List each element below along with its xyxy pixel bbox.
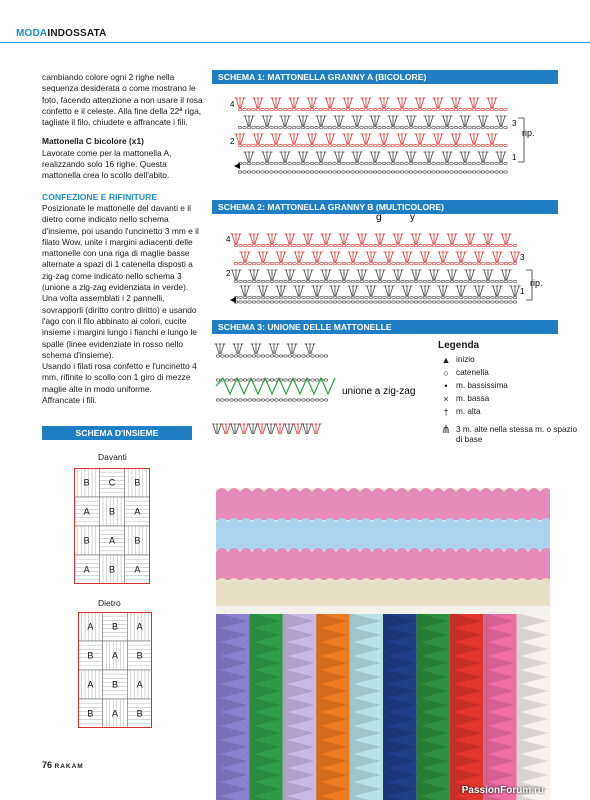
dc-cluster-symbol [235, 98, 246, 108]
dc-cluster-symbol [447, 234, 458, 244]
dc-cluster-symbol [451, 98, 462, 108]
dc-cluster-symbol [248, 424, 259, 434]
schema2-repeat-label: rip. [530, 278, 543, 288]
chain-row [234, 262, 517, 264]
tile-letter: C [108, 477, 116, 488]
chain-stitch-icon: ○ [443, 368, 449, 378]
tile [125, 497, 150, 526]
dc-cluster-symbol [285, 270, 296, 280]
dc-cluster-symbol [487, 98, 498, 108]
schema2-mark: g [376, 214, 382, 223]
dc-cluster-symbol [348, 252, 359, 262]
dc-cluster-symbol [312, 286, 323, 296]
schema2-diagram [224, 214, 554, 306]
start-triangle-icon [230, 297, 236, 303]
dc-cluster-symbol [339, 270, 350, 280]
dc-cluster-symbol [393, 234, 404, 244]
dc-cluster-symbol [305, 344, 316, 354]
dc-cluster-symbol [478, 116, 489, 126]
tile-letter: B [136, 650, 143, 661]
dc-cluster-symbol [235, 134, 246, 144]
dc-cluster-symbol [415, 134, 426, 144]
intro-paragraph: cambiando colore ogni 2 righe nella sequenza desiderata o come mostrano le foto, facendo attenzione a non usare il rosa confetto e il celeste. Alla fine della 22ª riga, tagliate il filo, chiudete e affrancate i fili. [42, 72, 203, 128]
schema1-row-label: 4 [230, 100, 235, 109]
dc-cluster-symbol [474, 286, 485, 296]
dc-cluster-symbol [460, 116, 471, 126]
dc-cluster-symbol [293, 424, 304, 434]
tile [99, 468, 124, 497]
dc-cluster-symbol [469, 98, 480, 108]
dc-cluster-symbol [429, 234, 440, 244]
tile-letter: A [87, 621, 94, 632]
back-panel-grid [78, 612, 152, 728]
dc-cluster-symbol [271, 98, 282, 108]
tile [99, 497, 124, 526]
dc-cluster-symbol [366, 252, 377, 262]
dc-cluster-symbol [231, 234, 242, 244]
yarn-band [216, 488, 550, 520]
tile-letter: B [108, 506, 116, 517]
dc-cluster-symbol [442, 152, 453, 162]
dc-cluster-symbol [451, 134, 462, 144]
section-header [16, 28, 107, 39]
dc-cluster-symbol [375, 234, 386, 244]
crochet-photo-image [216, 488, 550, 800]
dc-cluster-symbol [262, 116, 273, 126]
dc-cluster-symbol [411, 270, 422, 280]
tile-letter: B [111, 679, 119, 690]
dc-cluster-symbol [433, 134, 444, 144]
dc-cluster-symbol [379, 98, 390, 108]
watermark: PassionForum.ru [461, 785, 544, 796]
dc-cluster-symbol [307, 98, 318, 108]
legend-label: catenella [456, 368, 489, 377]
chain-row [238, 162, 507, 164]
dc-cluster-symbol [496, 152, 507, 162]
yarn-band [216, 518, 550, 550]
legend-label: m. alta [456, 407, 481, 416]
tile-c-text: Lavorate come per la mattonella A, realizzando solo 16 righe. Questa mattonella crea lo scollo dell'abito. [42, 147, 172, 181]
tile [99, 526, 124, 555]
tile [74, 526, 99, 555]
dc-cluster-symbol [289, 98, 300, 108]
tile-letter: A [83, 564, 90, 575]
dc-cluster-symbol [379, 134, 390, 144]
legend-item [438, 425, 578, 451]
dc-cluster-symbol [330, 252, 341, 262]
dc-cluster-symbol [253, 98, 264, 108]
dc-cluster-symbol [474, 252, 485, 262]
header-part1: MODA [16, 28, 48, 39]
tile-letter: A [87, 679, 94, 690]
dc-cluster-symbol [240, 286, 251, 296]
tile-letter: A [108, 535, 116, 546]
tile [74, 497, 99, 526]
schema2-mark: y [410, 214, 415, 223]
dc-cluster-symbol [339, 234, 350, 244]
tile-letter: B [108, 564, 116, 575]
dc-cluster-symbol [465, 234, 476, 244]
page-footer [42, 760, 84, 770]
dc-cluster-symbol [253, 134, 264, 144]
crochet-photo [216, 488, 550, 800]
dc-cluster-symbol [231, 270, 242, 280]
dc-cluster-symbol [478, 152, 489, 162]
dc-cluster-symbol [257, 424, 268, 434]
dc-cluster-symbol [424, 116, 435, 126]
chain-row [216, 379, 328, 381]
dc-cluster-symbol [267, 270, 278, 280]
tile [125, 468, 150, 497]
start-triangle-icon [234, 163, 240, 169]
legend-item [438, 381, 578, 394]
legend-item [438, 355, 578, 368]
dc-cluster-symbol [321, 270, 332, 280]
header-part2: INDOSSATA [47, 28, 107, 39]
section-title: CONFEZIONE E RIFINITURE [42, 191, 158, 202]
dc-cluster-symbol [370, 116, 381, 126]
dc-cluster-symbol [370, 152, 381, 162]
legend [438, 340, 578, 451]
dc-cluster-symbol [411, 234, 422, 244]
tile [74, 468, 99, 497]
dc-cluster-symbol [429, 270, 440, 280]
slip-stitch-icon: • [444, 381, 448, 391]
left-text-column [42, 72, 204, 406]
tile [74, 555, 99, 584]
section-text: Posizionate le mattonelle del davanti e il dietro come indicato nello schema d'insieme, poi usando l'uncinetto 3 mm e il filato Wow, unite i margini adiacenti delle mattonelle con una riga di maglie basse alternate a spazi di 1 catenella disposti a zig-zag come indicato nello schema 3 (unione a zig-zag evidenziata in verde). Una volta assemblati i 2 pannelli, sovrapporli (diritto contro diritto) e usando l'ago con il filo abbinato ai colori, cucite insieme i margini lungo i fianchi e lungo le spalle (linee evidenziate in rosso nello schema d'insieme). [42, 202, 199, 360]
dc-cluster-symbol [496, 116, 507, 126]
chain-row [234, 301, 517, 303]
schema1-diagram [228, 90, 548, 176]
legend-item [438, 407, 578, 425]
dc-cluster-symbol [230, 424, 241, 434]
tile [103, 670, 128, 699]
dc-cluster-symbol [406, 152, 417, 162]
front-panel-grid [74, 468, 150, 584]
legend-item [438, 394, 578, 407]
front-label: Davanti [98, 452, 127, 462]
dc-cluster-symbol [285, 234, 296, 244]
dc-cluster-symbol [456, 286, 467, 296]
dc-cluster-symbol [501, 234, 512, 244]
tile-letter: B [87, 650, 94, 661]
dc-cluster-symbol [307, 134, 318, 144]
dc-cluster-symbol [276, 252, 287, 262]
dc-cluster-symbol [262, 152, 273, 162]
zigzag-label: unione a zig-zag [342, 386, 416, 397]
tile [103, 612, 128, 641]
dc-cluster-symbol [312, 252, 323, 262]
tile-letter: A [83, 506, 90, 517]
dc-cluster-symbol [343, 134, 354, 144]
dc-cluster-symbol [343, 98, 354, 108]
tile [78, 699, 103, 728]
dc-cluster-symbol [233, 344, 244, 354]
tile [127, 612, 152, 641]
tile-letter: A [136, 621, 143, 632]
dc-cluster-symbol [294, 252, 305, 262]
tile-c-title: Mattonella C bicolore (x1) [42, 136, 144, 147]
dc-cluster-symbol [487, 134, 498, 144]
dc-cluster-symbol [221, 424, 232, 434]
dc-cluster-symbol [316, 152, 327, 162]
dc-cluster-symbol [325, 98, 336, 108]
dc-cluster-symbol [397, 98, 408, 108]
tile-letter: A [111, 650, 119, 661]
chain-row [238, 108, 507, 110]
back-label: Dietro [98, 598, 121, 608]
dc-cluster-symbol [284, 424, 295, 434]
tile [125, 526, 150, 555]
tile [78, 641, 103, 670]
tile-letter: A [134, 506, 141, 517]
dc-cluster-symbol [483, 234, 494, 244]
overview-title: SCHEMA D'INSIEME [42, 426, 192, 440]
tile [78, 670, 103, 699]
dc-cluster-symbol [302, 424, 313, 434]
dc-cluster-symbol [366, 286, 377, 296]
page-number: 76 [42, 760, 53, 770]
magazine-name: RAKAM [54, 763, 84, 770]
dc-cluster-symbol [483, 270, 494, 280]
dc-cluster-symbol [266, 424, 277, 434]
schema1-row-label: 3 [512, 119, 517, 128]
tile [127, 670, 152, 699]
schema3-diagram [212, 338, 432, 448]
dc-cluster-symbol [325, 134, 336, 144]
dc-cluster-symbol [361, 98, 372, 108]
chain-row [216, 355, 328, 357]
dc-cluster-symbol [393, 270, 404, 280]
yarn-band [216, 578, 550, 610]
header-rule [0, 42, 590, 43]
schema1-title: SCHEMA 1: MATTONELLA GRANNY A (BICOLORE) [212, 70, 558, 84]
dc-cluster-symbol [492, 252, 503, 262]
dc-cluster-symbol [352, 116, 363, 126]
dc-cluster-symbol [249, 234, 260, 244]
dc-cluster-symbol [334, 152, 345, 162]
dc-cluster-symbol [271, 134, 282, 144]
dc-cluster-symbol [456, 252, 467, 262]
dc-cluster-symbol [406, 116, 417, 126]
tile-letter: A [111, 708, 119, 719]
tile [103, 699, 128, 728]
dc-cluster-symbol [276, 286, 287, 296]
dc-cluster-symbol [258, 286, 269, 296]
dc-cluster-symbol [420, 252, 431, 262]
finish-text: Usando i filati rosa confetto e l'uncinetto 4 mm, rifinite lo scollo con 1 giro di mezze maglie alte in modo uniforme. [42, 361, 197, 394]
dc-cluster-symbol [316, 116, 327, 126]
dc-cluster-symbol [244, 152, 255, 162]
dc-cluster-symbol [397, 134, 408, 144]
dc-cluster-symbol [442, 116, 453, 126]
chain-row [234, 280, 517, 282]
chain-row [216, 399, 328, 401]
dc-cluster-symbol [267, 234, 278, 244]
legend-item [438, 368, 578, 381]
dc-cluster-symbol [438, 286, 449, 296]
tile-letter: A [136, 679, 143, 690]
tile [78, 612, 103, 641]
dc-cluster-symbol [280, 116, 291, 126]
schema3-title: SCHEMA 3: UNIONE DELLE MATTONELLE [212, 320, 558, 334]
dc-cluster-symbol [384, 252, 395, 262]
dc-cluster-symbol [244, 116, 255, 126]
dc-cluster-symbol [275, 424, 286, 434]
dc-cluster-symbol [384, 286, 395, 296]
dc-cluster-symbol [415, 98, 426, 108]
schema2-title: SCHEMA 2: MATTONELLA GRANNY B (MULTICOLORE) [212, 200, 558, 214]
tile-letter: B [83, 535, 90, 546]
dc-cluster-symbol [215, 344, 226, 354]
schema2-row-label: 1 [520, 287, 525, 296]
legend-label: 3 m. alte nella stessa m. o spazio di base [456, 425, 578, 444]
dc-cluster-symbol [289, 134, 300, 144]
legend-label: m. bassa [456, 394, 490, 403]
tile [127, 641, 152, 670]
dc-cluster-symbol [402, 252, 413, 262]
dc-cluster-symbol [294, 286, 305, 296]
tile-letter: B [87, 708, 94, 719]
tile-letter: A [134, 564, 141, 575]
dc-cluster-symbol [258, 252, 269, 262]
dc-cluster-symbol [465, 270, 476, 280]
dc-cluster-symbol [388, 116, 399, 126]
dc-cluster-symbol [357, 234, 368, 244]
tile-letter: B [83, 477, 90, 488]
dc-cluster-symbol [249, 270, 260, 280]
dc-cluster-symbol [469, 134, 480, 144]
schema1-row-label: 1 [512, 153, 517, 162]
schema2-row-label: 4 [226, 235, 231, 244]
dc-cluster-symbol [361, 134, 372, 144]
zigzag-join-line [216, 378, 335, 394]
chain-row [238, 144, 507, 146]
yarn-band [216, 548, 550, 580]
double-crochet-icon: † [443, 407, 449, 417]
tile [103, 641, 128, 670]
schema1-repeat-label: rip. [522, 128, 535, 138]
dc-cluster-symbol [287, 344, 298, 354]
dc-cluster-symbol [330, 286, 341, 296]
dc-cluster-symbol [447, 270, 458, 280]
start-triangle-icon: ▲ [441, 355, 451, 365]
tile-letter: B [136, 708, 143, 719]
dc-cluster-symbol [492, 286, 503, 296]
dc-cluster-symbol [438, 252, 449, 262]
dc-cluster-symbol [424, 152, 435, 162]
dc-cluster-symbol [311, 424, 322, 434]
chain-row [234, 244, 517, 246]
legend-label: m. bassissima [456, 381, 508, 390]
legend-title: Legenda [438, 340, 480, 351]
dc-cluster-symbol [240, 252, 251, 262]
chain-row [234, 296, 517, 298]
chain-row [238, 171, 507, 173]
dc-cluster-symbol [251, 344, 262, 354]
dc-cluster-symbol [303, 270, 314, 280]
tile [125, 555, 150, 584]
tile-letter: B [111, 621, 119, 632]
dc-cluster-symbol [352, 152, 363, 162]
dc-cluster-symbol [501, 270, 512, 280]
single-crochet-icon: × [443, 394, 449, 404]
tile [127, 699, 152, 728]
dc-cluster-symbol [321, 234, 332, 244]
three-dc-cluster-icon: ⋔ [441, 424, 451, 436]
dc-cluster-symbol [460, 152, 471, 162]
dc-cluster-symbol [239, 424, 250, 434]
dc-cluster-symbol [298, 116, 309, 126]
dc-cluster-symbol [303, 234, 314, 244]
repeat-bracket [518, 118, 524, 162]
tile [99, 555, 124, 584]
dc-cluster-symbol [348, 286, 359, 296]
dc-cluster-symbol [402, 286, 413, 296]
chain-row [238, 126, 507, 128]
dc-cluster-symbol [420, 286, 431, 296]
schema1-row-label: 2 [230, 137, 235, 146]
dc-cluster-symbol [433, 98, 444, 108]
dc-cluster-symbol [269, 344, 280, 354]
dc-cluster-symbol [388, 152, 399, 162]
dc-cluster-symbol [357, 270, 368, 280]
legend-label: inizio [456, 355, 475, 364]
schema2-row-label: 2 [226, 269, 231, 278]
dc-cluster-symbol [280, 152, 291, 162]
dc-cluster-symbol [298, 152, 309, 162]
dc-cluster-symbol [375, 270, 386, 280]
dc-cluster-symbol [510, 252, 521, 262]
dc-cluster-symbol [212, 424, 223, 434]
tile-letter: B [134, 535, 141, 546]
end-text: Affrancate i fili. [42, 395, 97, 406]
dc-cluster-symbol [334, 116, 345, 126]
dc-cluster-symbol [510, 286, 521, 296]
schema2-row-label: 3 [520, 253, 525, 262]
tile-letter: B [134, 477, 141, 488]
join-seam [216, 606, 550, 614]
